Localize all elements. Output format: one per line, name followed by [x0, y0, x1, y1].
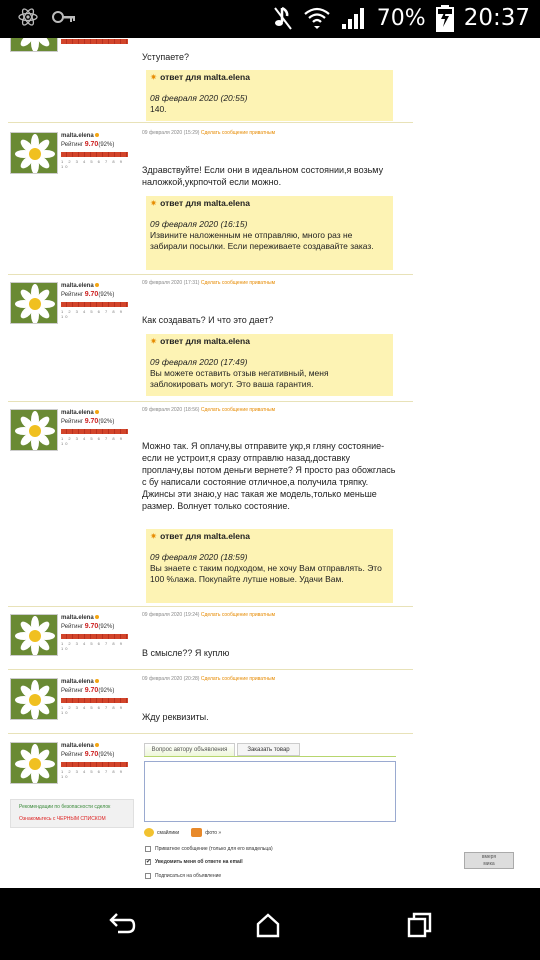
comment-date: 09 февраля 2020 (18:56) — [142, 407, 200, 413]
comment-text: В смысле?? Я куплю — [142, 648, 230, 658]
username[interactable]: malta.elena — [61, 410, 99, 416]
rating-bar — [61, 634, 128, 639]
comment-meta — [142, 407, 275, 413]
user-rating: Рейтинг 9.70(92%) — [61, 687, 115, 694]
reply-header: ✷ ответ для malta.elena — [150, 72, 250, 82]
user-rating: Рейтинг 9.70(92%) — [61, 418, 115, 425]
online-dot-icon — [95, 410, 99, 414]
safety-tips-link[interactable]: Рекомендации по безопасности сделок — [19, 804, 111, 810]
reply-date: 09 февраля 2020 (18:59) — [150, 552, 248, 562]
battery-charging-icon — [436, 4, 454, 32]
comment-meta — [142, 676, 275, 682]
back-icon[interactable] — [108, 912, 136, 936]
username[interactable]: malta.elena — [61, 133, 99, 139]
avatar[interactable] — [10, 409, 58, 451]
tab-order[interactable]: Заказать товар — [237, 743, 300, 756]
user-rating: Рейтинг 9.70(92%) — [61, 623, 115, 630]
username[interactable]: malta.elena — [61, 615, 99, 621]
rating-scale: 1 2 3 4 5 6 7 8 9 10 — [61, 705, 124, 715]
comment-meta — [142, 280, 275, 286]
subscribe-checkbox[interactable]: Подписаться на объявление — [145, 873, 221, 879]
tab-question[interactable]: Вопрос автору объявления — [144, 743, 235, 756]
divider — [8, 401, 413, 402]
reply-text: 140. — [150, 104, 167, 114]
star-icon: ✷ — [150, 531, 158, 541]
make-private-link[interactable]: Сделать сообщение приватным — [200, 612, 276, 618]
reply-text: Вы можете оставить отзыв негативный, меня заблокировать могут. Это ваша гарантия. — [150, 368, 329, 389]
recent-apps-icon[interactable] — [407, 912, 433, 938]
rating-bar — [61, 39, 128, 44]
rating-bar — [61, 152, 128, 157]
comment-text: Жду реквизиты. — [142, 712, 209, 722]
avatar[interactable] — [10, 678, 58, 720]
tab-underline — [144, 756, 396, 757]
username[interactable]: malta.elena — [61, 679, 99, 685]
comments-page — [0, 38, 540, 888]
seller-reply — [146, 529, 393, 603]
rating-bar — [61, 302, 128, 307]
reply-date: 09 февраля 2020 (17:49) — [150, 357, 248, 367]
online-dot-icon — [95, 133, 99, 137]
seller-reply — [146, 70, 393, 121]
reply-date: 08 февраля 2020 (20:55) — [150, 93, 248, 103]
comment-date: 09 февраля 2020 (15:29) — [142, 130, 200, 136]
avatar[interactable] — [10, 282, 58, 324]
comment-date: 09 февраля 2020 (17:31) — [142, 280, 200, 286]
comment-text: Здравствуйте! Если они в идеальном состоянии,я возьму наложкой,укрпочтой если можно. — [142, 165, 384, 187]
star-icon: ✷ — [150, 72, 158, 82]
make-private-link[interactable]: Сделать сообщение приватным — [200, 676, 276, 682]
navigation-bar — [0, 888, 540, 960]
reply-date: 09 февраля 2020 (16:15) — [150, 219, 248, 229]
photo-button[interactable]: фото » — [191, 828, 221, 837]
key-icon — [52, 9, 76, 25]
comment-textarea[interactable] — [144, 761, 396, 822]
rating-scale: 1 2 3 4 5 6 7 8 9 10 — [61, 159, 124, 169]
divider — [8, 274, 413, 275]
star-icon: ✷ — [150, 198, 158, 208]
online-dot-icon — [95, 283, 99, 287]
rating-scale: 1 2 3 4 5 6 7 8 9 10 — [61, 436, 124, 446]
avatar[interactable] — [10, 38, 58, 52]
home-icon[interactable] — [255, 912, 281, 938]
divider — [8, 606, 413, 607]
divider — [8, 669, 413, 670]
comment-meta — [142, 130, 275, 136]
seller-reply — [146, 196, 393, 270]
rating-scale: 1 2 3 4 5 6 7 8 9 10 — [61, 309, 124, 319]
rating-bar — [61, 698, 128, 703]
send-button[interactable]: вмеря мика — [464, 852, 514, 869]
rating-bar — [61, 762, 128, 767]
user-rating: Рейтинг 9.70(92%) — [61, 291, 115, 298]
user-rating: Рейтинг 9.70(92%) — [61, 751, 115, 758]
wifi-icon — [303, 6, 331, 30]
comment-text: Можно так. Я оплачу,вы отправите укр,я гляну состояние-если не устроит,я сразу отправлю назад,доставку проплачу,вы потом деньги вернете? Я просто раз обожглась с бу написали состояние отличное,а получила тряпку. Джинсы эти знаю,у нас такая же модель,только меньше размер. Волнует только состояние. — [142, 441, 396, 511]
avatar[interactable] — [10, 742, 58, 784]
smiley-icon — [144, 828, 154, 837]
rating-bar — [61, 429, 128, 434]
comment-text: Уступаете? — [142, 52, 189, 62]
make-private-link[interactable]: Сделать сообщение приватным — [200, 130, 276, 136]
safety-sidebox — [10, 799, 134, 828]
signal-icon — [341, 6, 367, 30]
divider — [8, 733, 413, 734]
reply-header: ✷ ответ для malta.elena — [150, 198, 250, 208]
online-dot-icon — [95, 679, 99, 683]
reply-text: Извините наложенным не отправляю, много раз не забирали посылки. Если переживаете создавайте заказ. — [150, 230, 374, 251]
private-checkbox[interactable]: Приватное сообщение (только для его владельца) — [145, 846, 273, 852]
reply-text: Вы знаете с таким подходом, не хочу Вам отправлять. Это 100 %лажа. Покупайте лутше новые. Удачи Вам. — [150, 563, 382, 584]
reply-header: ✷ ответ для malta.elena — [150, 336, 250, 346]
avatar[interactable] — [10, 132, 58, 174]
battery-percent: 70% — [376, 5, 426, 31]
smileys-button[interactable]: смайлики — [144, 828, 179, 837]
status-bar — [0, 0, 540, 38]
make-private-link[interactable]: Сделать сообщение приватным — [200, 407, 276, 413]
comment-date: 09 февраля 2020 (20:28) — [142, 676, 200, 682]
checkbox-box-checked[interactable]: ✔ — [146, 859, 152, 865]
avatar[interactable] — [10, 614, 58, 656]
divider — [8, 122, 413, 123]
checkbox-box[interactable] — [145, 846, 151, 852]
online-dot-icon — [95, 743, 99, 747]
clock: 20:37 — [463, 5, 530, 31]
user-rating: Рейтинг 9.70(92%) — [61, 141, 115, 148]
reply-header: ✷ ответ для malta.elena — [150, 531, 250, 541]
seller-reply — [146, 334, 393, 396]
rating-scale: 1 2 3 4 5 6 7 8 9 10 — [61, 641, 124, 651]
camera-icon — [191, 828, 202, 837]
notify-checkbox[interactable]: ✔ Уведомить меня об ответе на email — [146, 859, 243, 865]
mute-icon — [273, 5, 293, 31]
comment-meta — [142, 612, 275, 618]
username[interactable]: malta.elena — [61, 743, 99, 749]
comment-text: Как создавать? И что это дает? — [142, 315, 274, 325]
rating-scale: 1 2 3 4 5 6 7 8 9 10 — [61, 769, 124, 779]
comment-date: 09 февраля 2020 (19:24) — [142, 612, 200, 618]
atom-icon — [18, 6, 38, 28]
star-icon: ✷ — [150, 336, 158, 346]
username[interactable]: malta.elena — [61, 283, 99, 289]
checkbox-box[interactable] — [145, 873, 151, 879]
make-private-link[interactable]: Сделать сообщение приватным — [200, 280, 276, 286]
form-tools — [144, 828, 221, 837]
online-dot-icon — [95, 615, 99, 619]
blacklist-link[interactable]: Ознакомьтесь с ЧЕРНЫМ СПИСКОМ — [19, 816, 106, 822]
